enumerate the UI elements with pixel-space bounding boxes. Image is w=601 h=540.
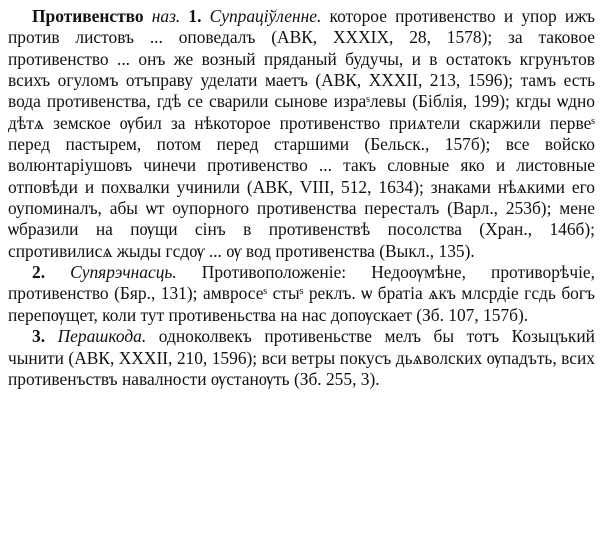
- sense-text-3: одноколвекъ противеньстве мелъ бы тотъ Козыцъкий чынити (АВК, ХХХІІ, 210, 1596); вси ветры покусъ дьѧволских ѹпадъть, всих противенъствъ навалности ѹстанѹть (Зб. 255, 3).: [8, 326, 595, 389]
- sense-number-3: 3.: [32, 326, 46, 347]
- sense-gloss-1: Супраціўленне.: [209, 6, 322, 26]
- sense-text-2: Противоположеніе: Недоѹмѣне, противорѣчіе, противенство (Бяр., 131); амвросеˢ стыˢ реклъ. ѡ братіа ѧкъ млсрдіе гсдь богъ перепѹщет, коли тут противеньства на нас допѹскает (Зб. 107, 157б).: [8, 262, 595, 325]
- sense-text-1: которое противенство и упор ижъ против листовъ ... оповедалъ (АВК, ХХХІХ, 28, 1578); за таковое противенство ... онъ же возный пряданый будучы, и в остатокъ кгрунътов всихъ огуломъ отъправу уделати маетъ (АВК, ХХХІІ, 213, 1596); тамъ есть вода противенства, гдѣ се сварили сынове израˢлевы (Біблія, 199); кгды ѡдно дѣтѧ земское ѹбил за нѣкоторое противенство приѧтели скаржили первеˢ перед пастырем, потом перед старшими (Бельск., 157б); все войско волюнтаріушовъ чинечи противенство ... такъ словные яко и листовные отповѣди и похвалки учинили (АВК, VIII, 512, 1634); знаками нѣѧкими его оупоминалъ, абы ѡт оупорного противенства пересталъ (Варл., 253б); мене ѡбразили на пѹщи сінъ в противенствѣ посолства (Хран., 146б); спротивилисѧ жыды гсдѹ ... ѹ вод противенства (Выкл., 135).: [8, 6, 595, 261]
- sense-number-1: 1.: [188, 6, 202, 26]
- sense-gloss-2: Супярэчнасць.: [70, 262, 177, 283]
- entry-sense-3: [8, 326, 595, 390]
- entry-sense-2: [8, 262, 595, 326]
- part-of-speech: наз.: [151, 6, 181, 26]
- sense-gloss-3: Перашкода.: [57, 326, 147, 347]
- entry-sense-1: [8, 6, 595, 262]
- sense-number-2: 2.: [32, 262, 46, 283]
- headword: Противенство: [32, 6, 144, 26]
